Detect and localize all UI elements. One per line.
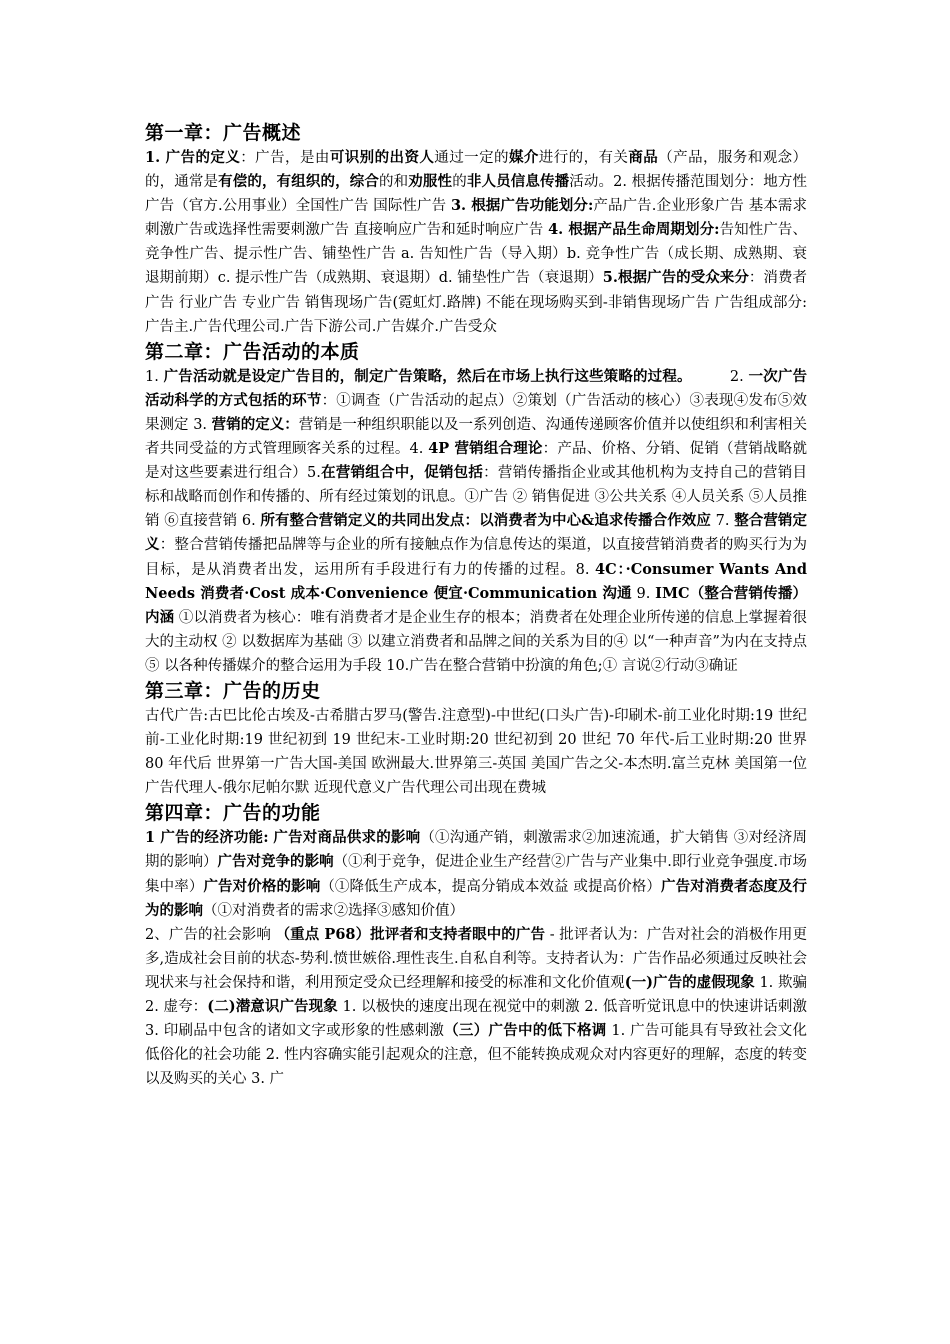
chapter-3-paragraph: 古代广告:古巴比伦古埃及-古希腊古罗马(警告.注意型)-中世纪(口头广告)-印刷术-前工业化时期:19 世纪前-工业化时期:19 世纪初到 19 世纪末-工业时期:20 世纪初到 20 世纪 70 年代-后工业时期:20 世界 80 年代后 世界第一广告大国-美国 欧洲最大.世界第三-英国 美国广告之父-本杰明.富兰克林 美国第一位广告代理人-俄尔尼帕尔默 近现代意义广告代理公司出现在费城	[145, 707, 807, 797]
chapter-1-title: 第一章：广告概述	[145, 122, 302, 144]
chapter-4-title: 第四章：广告的功能	[145, 802, 321, 825]
chapter-2-title: 第二章：广告活动的本质	[145, 340, 360, 363]
chapter-1-paragraph: 1. 广告的定义：广告，是由可识别的出资人通过一定的媒介进行的，有关商品（产品，服务和观念）的，通常是有偿的，有组织的，综合的和劝服性的非人员信息传播活动。2. 根据传播范围划分：地方性广告（官方.公用事业）全国性广告 国际性广告 3. 根据广告功能划分:产品广告.企业形象广告 基本需求刺激广告或选择性需要刺激广告 直接响应广告和延时响应广告 4. 根据产品生命周期划分:告知性广告、竞争性广告、提示性广告、铺垫性广告 a. 告知性广告（导入期）b. 竞争性广告（成长期、成熟期、衰退期前期）c. 提示性广告（成熟期、衰退期）d. 铺垫性广告（衰退期）5.根据广告的受众来分：消费者广告 行业广告 专业广告 销售现场广告(霓虹灯.路牌) 不能在现场购买到-非销售现场广告 广告组成部分:广告主.广告代理公司.广告下游公司.广告媒介.广告受众	[145, 149, 808, 335]
chapter-4-paragraph-1: 1 广告的经济功能: 广告对商品供求的影响（①沟通产销，刺激需求②加速流通，扩大销售 ③对经济周期的影响）广告对竞争的影响（①利于竞争，促进企业生产经营②广告与产业集中.即行业竞争强度.市场集中率）广告对价格的影响（①降低生产成本，提高分销成本效益 或提高价格）广告对消费者态度及行为的影响（①对消费者的需求②选择③感知价值）	[145, 829, 808, 919]
document-body	[145, 120, 807, 1091]
chapter-2-paragraph: 1. 广告活动就是设定广告目的，制定广告策略，然后在市场上执行这些策略的过程。 2. 一次广告活动科学的方式包括的环节：①调查（广告活动的起点）②策划（广告活动的核心）③表现④发布⑤效果测定 3. 营销的定义：营销是一种组织职能以及一系列创造、沟通传递顾客价值并以使组织和利害相关者共同受益的方式管理顾客关系的过程。4. 4P 营销组合理论：产品、价格、分销、促销（营销战略就是对这些要素进行组合）5.在营销组合中，促销包括：营销传播指企业或其他机构为支持自己的营销目标和战略而创作和传播的、所有经过策划的讯息。①广告 ② 销售促进 ③公共关系 ④人员关系 ⑤人员推销 ⑥直接营销 6. 所有整合营销定义的共同出发点：以消费者为中心&追求传播合作效应 7. 整合营销定义：整合营销传播把品牌等与企业的所有接触点作为信息传达的渠道，以直接营销消费者的购买行为为目标，是从消费者出发，运用所有手段进行有力的传播的过程。8. 4C：·Consumer Wants And Needs 消费者·Cost 成本·Convenience 便宜·Communication 沟通 9. IMC（整合营销传播）内涵 ①以消费者为核心：唯有消费者才是企业生存的根本；消费者在处理企业所传递的信息上掌握着很大的主动权 ② 以数据库为基础 ③ 以建立消费者和品牌之间的关系为目的④ 以“一种声音”为内在支持点⑤ 以各种传播媒介的整合运用为手段 10.广告在整合营销中扮演的角色;① 言说②行动③确证	[145, 367, 808, 674]
chapter-4-paragraph-2: 2、广告的社会影响 （重点 P68）批评者和支持者眼中的广告 - 批评者认为：广告对社会的消极作用更多,造成社会目前的状态-势利.愤世嫉俗.理性丧生.自私自利等。支持者认为：广告作品必须通过反映社会现状来与社会保持和谐，利用预定受众已经理解和接受的标准和文化价值观(一)广告的虚假现象 1. 欺骗 2. 虚夸：(二)潜意识广告现象 1. 以极快的速度出现在视觉中的刺激 2. 低音听觉讯息中的快速讲话刺激 3. 印刷品中包含的诸如文字或形象的性感刺激（三）广告中的低下格调 1. 广告可能具有导致社会文化低俗化的社会功能 2. 性内容确实能引起观众的注意，但不能转换成观众对内容更好的理解，态度的转变以及购买的关心 3. 广	[145, 925, 807, 1088]
chapter-3-title: 第三章：广告的历史	[145, 679, 321, 702]
